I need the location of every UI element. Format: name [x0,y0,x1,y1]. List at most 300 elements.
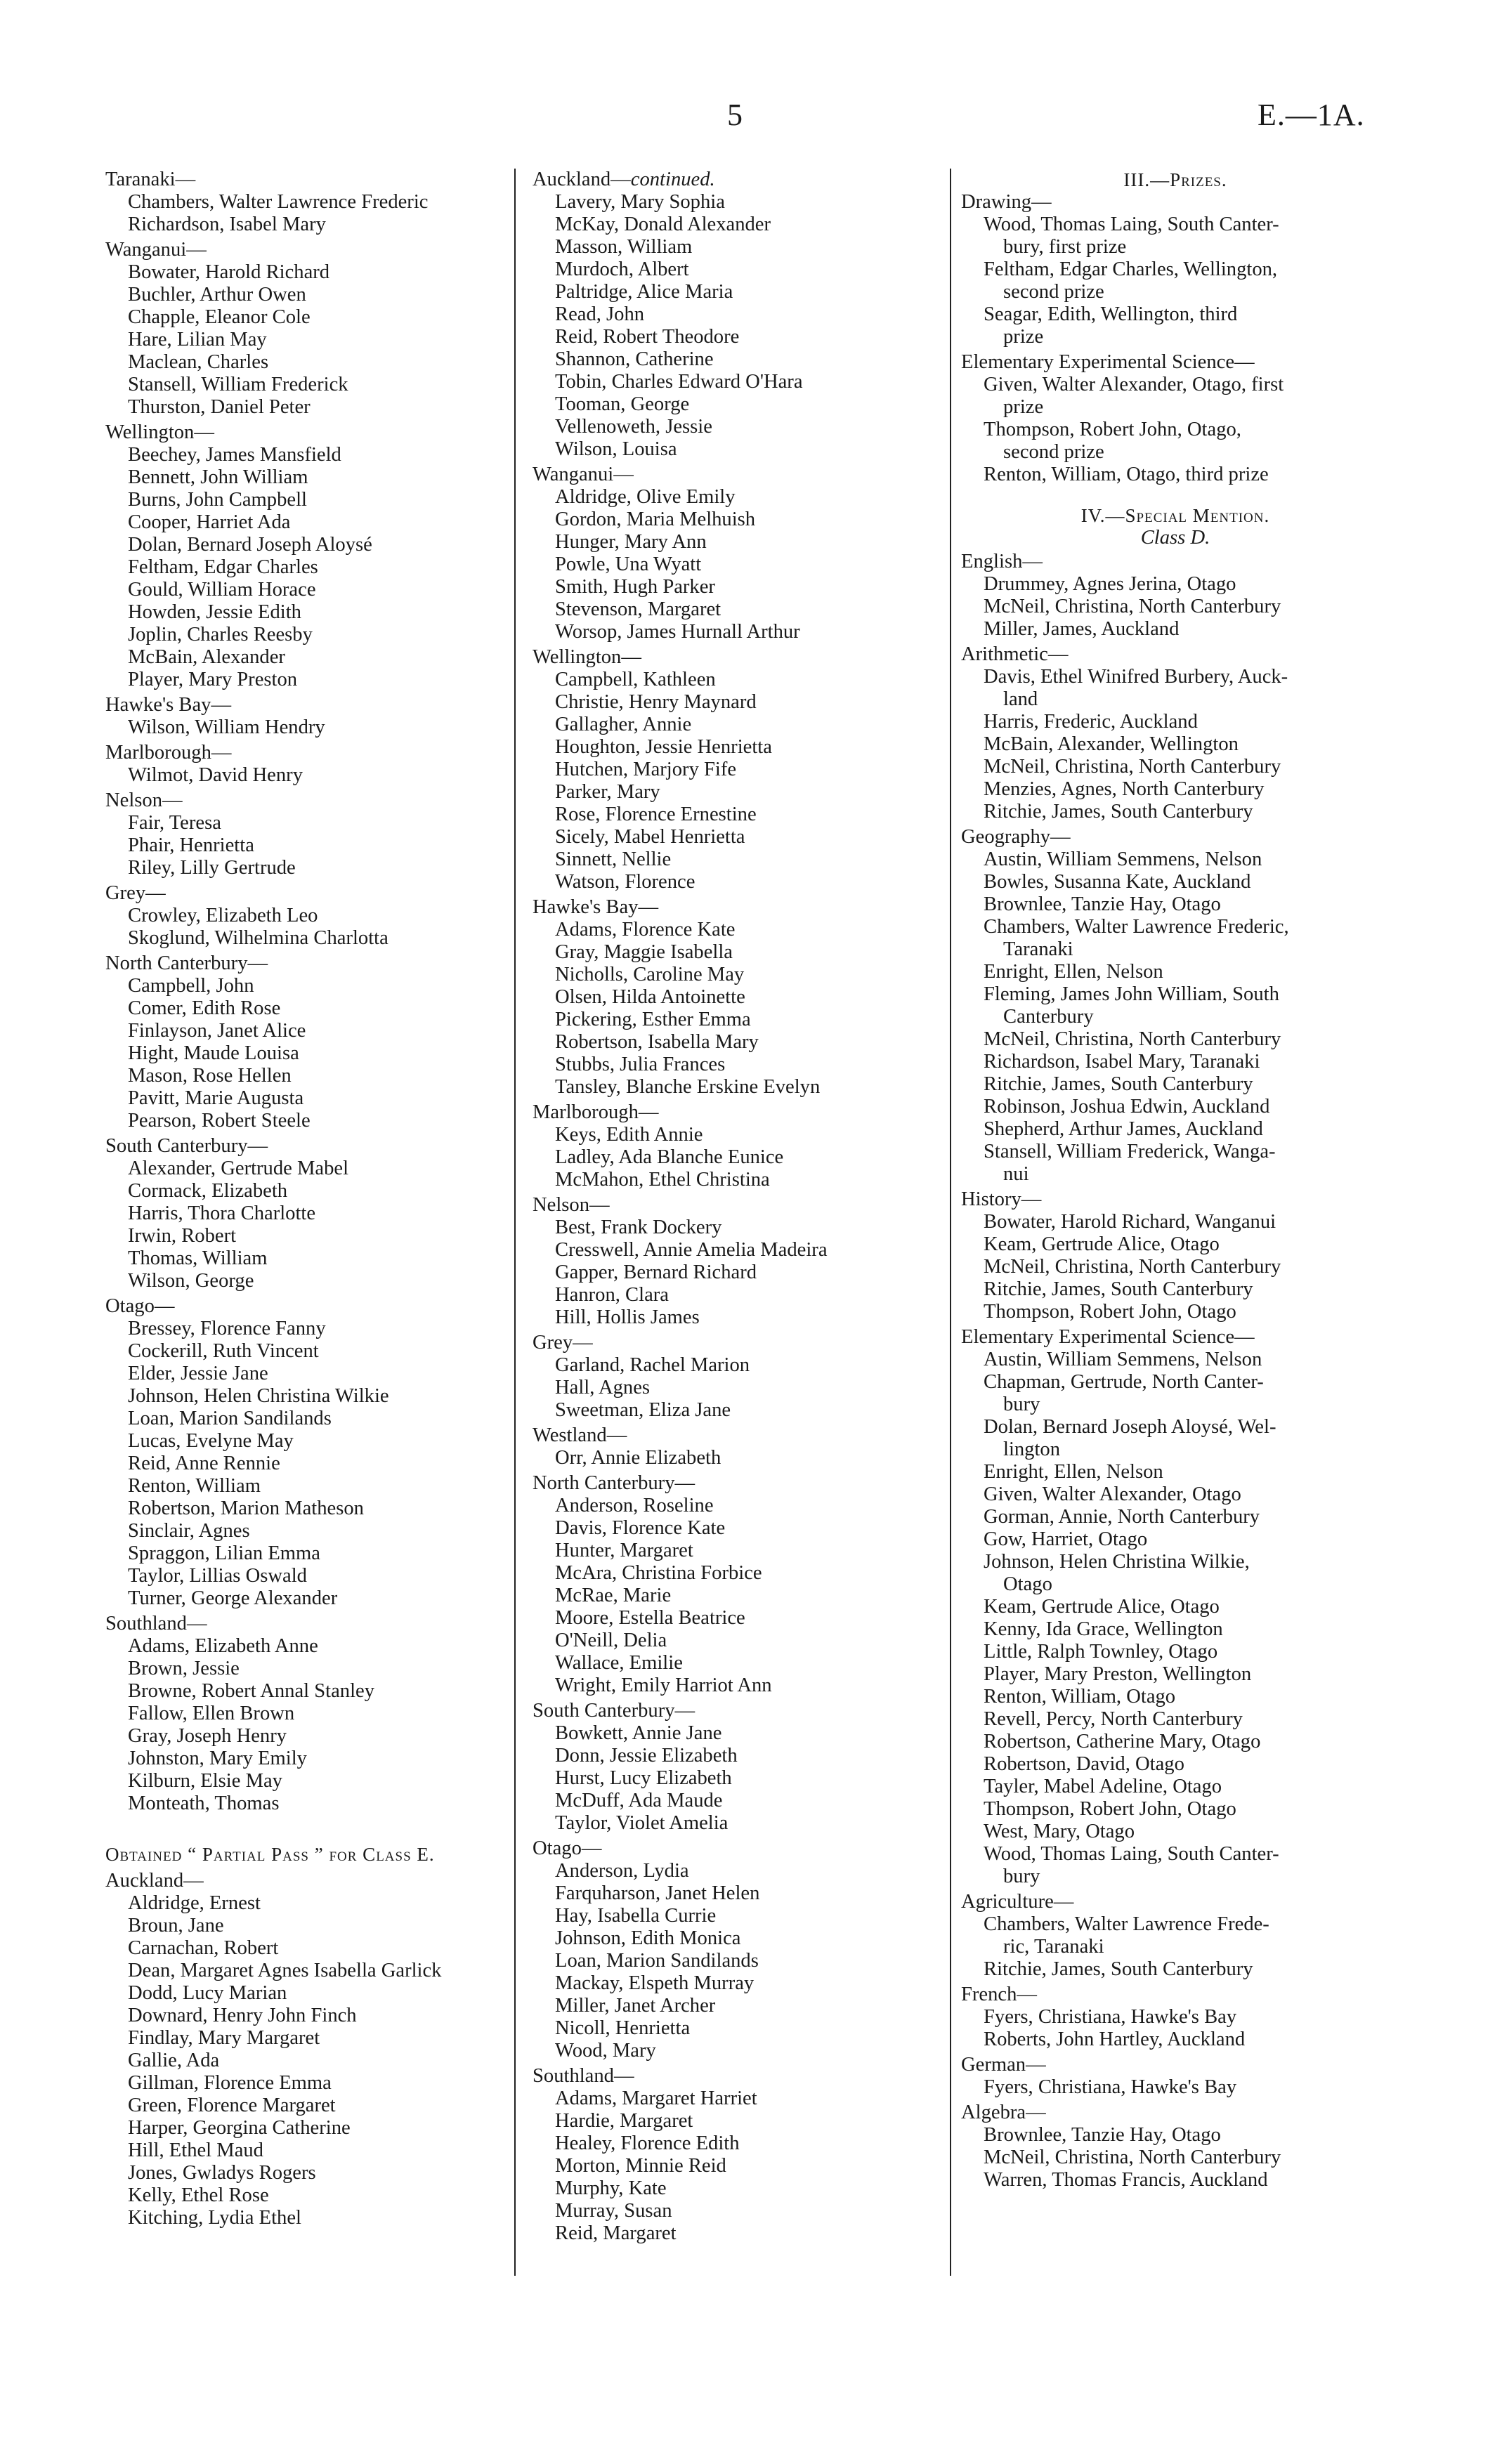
name-entry: Sinnett, Nellie [555,848,672,870]
name-entry: Garland, Rachel Marion [555,1354,750,1376]
name-entry: Murray, Susan [555,2200,672,2222]
name-entry: McNeil, Christina, North Canterbury [984,756,1281,778]
name-entry: Hill, Hollis James [555,1306,700,1328]
group-title: South Canterbury— [533,1700,696,1722]
name-entry: Stubbs, Julia Frances [555,1054,726,1075]
name-entry: Olsen, Hilda Antoinette [555,986,745,1008]
group-title: Drawing— [961,191,1052,213]
name-entry: Aldridge, Olive Emily [555,486,736,508]
name-entry: Sweetman, Eliza Jane [555,1399,731,1421]
name-entry: Dean, Margaret Agnes Isabella Garlick [128,1960,442,1981]
name-entry: Hare, Lilian May [128,329,267,350]
name-entry: Mason, Rose Hellen [128,1065,292,1087]
name-entry: Sicely, Mabel Henrietta [555,826,745,848]
name-entry: Anderson, Lydia [555,1860,689,1882]
district-group [961,2102,1390,2191]
name-entry: Donn, Jessie Elizabeth [555,1745,738,1767]
name-entry: Tooman, George [555,393,690,415]
district-group [533,896,947,1099]
name-entry: Gould, William Horace [128,579,316,601]
name-entry: Hunter, Margaret [555,1540,693,1561]
name-entry: Parker, Mary [555,781,660,803]
class-label: Class D. [1140,527,1210,549]
district-group [533,1837,947,2062]
name-entry: McNeil, Christina, North Canterbury [984,1256,1281,1278]
district-group [105,1870,520,2229]
name-entry: Aldridge, Ernest [128,1892,261,1914]
name-entry: Pearson, Robert Steele [128,1110,311,1132]
group-title: North Canterbury— [105,952,268,974]
district-group [533,1472,947,1697]
group-title: Hawke's Bay— [105,694,232,716]
name-entry: Richardson, Isabel Mary, Taranaki [984,1051,1260,1073]
name-entry: Taylor, Lillias Oswald [128,1565,307,1587]
district-list [533,191,947,2245]
name-entry: Jones, Gwladys Rogers [128,2162,316,2184]
district-group [105,239,520,419]
name-entry: Hay, Isabella Currie [555,1905,717,1927]
name-entry: Dolan, Bernard Joseph Aloysé, Wel- lington [984,1416,1276,1460]
district-group [961,1891,1390,1981]
name-entry: Beechey, James Mansfield [128,444,341,466]
name-entry: Davis, Florence Kate [555,1517,726,1539]
group-title: Auckland—continued. [533,169,715,190]
name-entry: Pickering, Esther Emma [555,1009,751,1030]
district-group [533,191,947,461]
district-group [533,1332,947,1422]
name-entry: Stevenson, Margaret [555,598,721,620]
district-list [105,169,520,1815]
name-entry: Hunger, Mary Ann [555,531,707,553]
name-entry: Phair, Henrietta [128,834,254,856]
name-entry: Adams, Margaret Harriet [555,2088,757,2109]
name-entry: Hardie, Margaret [555,2110,693,2132]
name-entry: Spraggon, Lilian Emma [128,1542,320,1564]
group-title: French— [961,1984,1037,2005]
name-entry: Johnston, Mary Emily [128,1748,307,1769]
group-title: Grey— [533,1332,593,1354]
district-group [961,826,1390,1186]
column-middle [533,169,947,2248]
name-entry: Smith, Hugh Parker [555,576,715,598]
name-entry: Hight, Maude Louisa [128,1042,299,1064]
district-group [961,1188,1390,1323]
district-group [105,169,520,236]
name-entry: Thompson, Robert John, Otago [984,1301,1236,1323]
name-entry: Shannon, Catherine [555,348,714,370]
name-entry: McRae, Marie [555,1585,672,1606]
name-entry: Loan, Marion Sandilands [128,1408,332,1429]
name-entry: Thurston, Daniel Peter [128,396,311,418]
name-entry: Harper, Georgina Catherine [128,2117,351,2139]
name-entry: Buchler, Arthur Owen [128,284,306,306]
prizes-list [961,191,1390,486]
name-entry: Reid, Anne Rennie [128,1453,280,1474]
name-entry: Brownlee, Tanzie Hay, Otago [984,2124,1221,2146]
name-entry: Dolan, Bernard Joseph Aloysé [128,534,372,556]
group-title: Marlborough— [533,1101,659,1123]
name-entry: Wood, Thomas Laing, South Canter- bury [984,1843,1279,1887]
name-entry: Gow, Harriet, Otago [984,1528,1148,1550]
name-entry: Kenny, Ida Grace, Wellington [984,1618,1223,1640]
name-entry: Morton, Minnie Reid [555,2155,726,2177]
name-entry: Read, John [555,303,645,325]
district-group [533,1194,947,1329]
name-entry: Lucas, Evelyne May [128,1430,294,1452]
group-title: History— [961,1188,1042,1210]
name-entry: Robertson, Marion Matheson [128,1498,364,1519]
name-entry: Stansell, William Frederick, Wanga- nui [984,1141,1276,1185]
name-entry: McDuff, Ada Maude [555,1790,723,1811]
group-title: Elementary Experimental Science— [961,1326,1255,1348]
name-entry: McBain, Alexander [128,646,285,668]
group-title: Wellington— [105,421,214,443]
name-entry: Farquharson, Janet Helen [555,1882,760,1904]
name-entry: McKay, Donald Alexander [555,214,771,235]
column-right [961,169,1390,2194]
group-title: Elementary Experimental Science— [961,351,1255,373]
name-entry: Chambers, Walter Lawrence Frede- ric, Taranaki [984,1913,1269,1958]
name-entry: Player, Mary Preston [128,669,298,690]
name-entry: Given, Walter Alexander, Otago, first prize [984,374,1284,418]
name-entry: Burns, John Campbell [128,489,307,511]
name-entry: Loan, Marion Sandilands [555,1950,759,1972]
district-group [105,1613,520,1815]
column-divider [950,169,951,2276]
name-entry: Stansell, William Frederick [128,374,348,395]
name-entry: Cockerill, Ruth Vincent [128,1340,319,1362]
name-entry: Lavery, Mary Sophia [555,191,725,213]
name-entry: Campbell, Kathleen [555,669,716,690]
name-entry: Elder, Jessie Jane [128,1363,268,1384]
name-entry: Wood, Thomas Laing, South Canter- bury, first prize [984,214,1279,258]
partial-pass-heading: Obtained “ Partial Pass ” for Class E. [105,1844,435,1865]
group-title: German— [961,2054,1046,2076]
name-entry: McNeil, Christina, North Canterbury [984,2147,1281,2168]
group-title: Taranaki— [105,169,196,190]
name-entry: Gallie, Ada [128,2050,220,2071]
name-entry: Wilson, George [128,1270,254,1292]
name-entry: Johnson, Helen Christina Wilkie [128,1385,389,1407]
district-group [105,1295,520,1610]
group-title: Geography— [961,826,1071,848]
name-entry: McAra, Christina Forbice [555,1562,762,1584]
name-entry: Drummey, Agnes Jerina, Otago [984,573,1236,595]
name-entry: Campbell, John [128,975,254,997]
name-entry: Fyers, Christiana, Hawke's Bay [984,2076,1237,2098]
name-entry: Ritchie, James, South Canterbury [984,1958,1253,1980]
name-entry: Robertson, Catherine Mary, Otago [984,1731,1261,1752]
name-entry: Riley, Lilly Gertrude [128,857,296,879]
district-group [533,2065,947,2245]
name-entry: McMahon, Ethel Christina [555,1169,770,1191]
special-mention-heading: IV.—Special Mention. [1080,505,1270,526]
name-entry: Moore, Estella Beatrice [555,1607,745,1629]
name-entry: Watson, Florence [555,871,696,893]
name-entry: Johnson, Helen Christina Wilkie, Otago [984,1551,1250,1595]
name-entry: McNeil, Christina, North Canterbury [984,596,1281,617]
name-entry: Robertson, David, Otago [984,1753,1184,1775]
name-entry: Joplin, Charles Reesby [128,624,313,646]
name-entry: Powle, Una Wyatt [555,553,702,575]
name-entry: Carnachan, Robert [128,1937,279,1959]
group-title: Grey— [105,882,166,904]
name-entry: Adams, Elizabeth Anne [128,1635,318,1657]
name-entry: Ladley, Ada Blanche Eunice [555,1146,784,1168]
name-entry: Miller, James, Auckland [984,618,1180,640]
column-left [105,169,520,2232]
name-entry: Nicoll, Henrietta [555,2017,691,2039]
name-entry: Hanron, Clara [555,1284,669,1306]
group-title: North Canterbury— [533,1472,696,1494]
name-entry: Ritchie, James, South Canterbury [984,1278,1253,1300]
name-entry: Wright, Emily Harriot Ann [555,1675,772,1696]
name-entry: Chapman, Gertrude, North Canter- bury [984,1371,1264,1415]
name-entry: Fleming, James John William, South Canterbury [984,983,1279,1028]
name-entry: Harris, Thora Charlotte [128,1202,316,1224]
name-entry: Enright, Ellen, Nelson [984,961,1163,983]
name-entry: Enright, Ellen, Nelson [984,1461,1163,1483]
name-entry: Renton, William, Otago [984,1686,1176,1708]
name-entry: Browne, Robert Annal Stanley [128,1680,375,1702]
name-entry: Crowley, Elizabeth Leo [128,905,318,926]
name-entry: Bowles, Susanna Kate, Auckland [984,871,1251,893]
name-entry: Orr, Annie Elizabeth [555,1447,721,1469]
group-title: Agriculture— [961,1891,1074,1913]
name-entry: Brown, Jessie [128,1658,240,1679]
group-title: Otago— [105,1295,175,1317]
name-entry: Gallagher, Annie [555,714,692,735]
name-entry: Gordon, Maria Melhuish [555,509,756,530]
name-entry: McNeil, Christina, North Canterbury [984,1028,1281,1050]
district-group [533,646,947,893]
name-entry: Adams, Florence Kate [555,919,736,941]
name-entry: Keam, Gertrude Alice, Otago [984,1233,1220,1255]
name-entry: Bowkett, Annie Jane [555,1722,722,1744]
name-entry: Alexander, Gertrude Mabel [128,1158,349,1179]
group-title: Marlborough— [105,742,232,764]
name-entry: Renton, William [128,1475,261,1497]
group-title: Nelson— [105,789,183,811]
name-entry: Irwin, Robert [128,1225,237,1247]
name-entry: Maclean, Charles [128,351,269,373]
name-entry: Murdoch, Albert [555,258,689,280]
name-entry: Renton, William, Otago, third prize [984,464,1269,485]
district-group [533,1101,947,1191]
name-entry: Austin, William Semmens, Nelson [984,848,1262,870]
name-entry: Monteath, Thomas [128,1793,280,1814]
district-group [105,1135,520,1292]
district-group [961,2054,1390,2099]
name-entry: Given, Walter Alexander, Otago [984,1483,1241,1505]
name-entry: Miller, Janet Archer [555,1995,716,2017]
group-title: Auckland— [105,1870,204,1892]
name-entry: Bressey, Florence Fanny [128,1318,326,1339]
name-entry: Thompson, Robert John, Otago [984,1798,1236,1820]
name-entry: Hill, Ethel Maud [128,2139,263,2161]
name-entry: Robertson, Isabella Mary [555,1031,759,1053]
name-entry: Bowater, Harold Richard, Wanganui [984,1211,1276,1233]
district-group [961,351,1390,486]
name-entry: Thompson, Robert John, Otago, second prize [984,419,1241,463]
district-group [533,1700,947,1835]
name-entry: Shepherd, Arthur James, Auckland [984,1118,1263,1140]
name-entry: Tobin, Charles Edward O'Hara [555,371,803,393]
name-entry: Thomas, William [128,1247,268,1269]
name-entry: Robinson, Joshua Edwin, Auckland [984,1096,1270,1118]
group-title: Algebra— [961,2102,1046,2123]
district-group [961,1984,1390,2051]
name-entry: Little, Ralph Townley, Otago [984,1641,1218,1663]
district-group [105,882,520,950]
name-entry: Kelly, Ethel Rose [128,2184,269,2206]
name-entry: O'Neill, Delia [555,1630,667,1651]
name-entry: Mackay, Elspeth Murray [555,1972,755,1994]
name-entry: Chambers, Walter Lawrence Frederic, Taranaki [984,916,1289,960]
name-entry: Hurst, Lucy Elizabeth [555,1767,732,1789]
group-title: Nelson— [533,1194,610,1216]
name-entry: Gray, Joseph Henry [128,1725,287,1747]
name-entry: Best, Frank Dockery [555,1217,722,1238]
name-entry: Reid, Robert Theodore [555,326,740,348]
name-entry: Richardson, Isabel Mary [128,214,326,235]
name-entry: Gray, Maggie Isabella [555,941,733,963]
name-entry: McBain, Alexander, Wellington [984,733,1239,755]
group-title: Wanganui— [533,464,634,485]
name-entry: Taylor, Violet Amelia [555,1812,729,1834]
name-entry: Finlayson, Janet Alice [128,1020,306,1042]
name-entry: Tayler, Mabel Adeline, Otago [984,1776,1222,1797]
name-entry: Kilburn, Elsie May [128,1770,282,1792]
name-entry: Player, Mary Preston, Wellington [984,1663,1252,1685]
name-entry: Gapper, Bernard Richard [555,1262,757,1283]
name-entry: Chambers, Walter Lawrence Frederic [128,191,429,213]
document-code: E.—1A. [1258,98,1365,132]
name-entry: Gorman, Annie, North Canterbury [984,1506,1260,1528]
name-entry: Ritchie, James, South Canterbury [984,801,1253,823]
name-entry: Cormack, Elizabeth [128,1180,288,1202]
name-entry: Cresswell, Annie Amelia Madeira [555,1239,828,1261]
name-entry: Christie, Henry Maynard [555,691,757,713]
name-entry: Green, Florence Margaret [128,2095,336,2116]
name-entry: Fallow, Ellen Brown [128,1703,295,1724]
prizes-heading: III.—Prizes. [1123,169,1227,190]
district-group [961,1326,1390,1888]
name-entry: Kitching, Lydia Ethel [128,2207,301,2229]
name-entry: Findlay, Mary Margaret [128,2027,320,2049]
name-entry: Wood, Mary [555,2040,656,2062]
group-title: Wellington— [533,646,641,668]
group-title: Southland— [533,2065,634,2087]
name-entry: Ritchie, James, South Canterbury [984,1073,1253,1095]
name-entry: Rose, Florence Ernestine [555,804,757,825]
name-entry: Fair, Teresa [128,812,221,834]
name-entry: Davis, Ethel Winifred Burbery, Auck- land [984,666,1288,710]
name-entry: Bennett, John William [128,466,308,488]
name-entry: Johnson, Edith Monica [555,1927,741,1949]
district-group [533,1424,947,1469]
name-entry: Downard, Henry John Finch [128,2005,357,2026]
name-entry: Howden, Jessie Edith [128,601,301,623]
special-mention-list [961,551,1390,2191]
district-group [961,643,1390,823]
name-entry: Keam, Gertrude Alice, Otago [984,1596,1220,1618]
name-entry: Murphy, Kate [555,2177,667,2199]
name-entry: Turner, George Alexander [128,1587,338,1609]
partial-pass-list [105,1870,520,2229]
group-title: Hawke's Bay— [533,896,659,918]
name-entry: Bowater, Harold Richard [128,261,330,283]
name-entry: Healey, Florence Edith [555,2132,740,2154]
name-entry: Wilmot, David Henry [128,764,303,786]
name-entry: Chapple, Eleanor Cole [128,306,311,328]
district-group [961,191,1390,348]
name-entry: Wilson, William Hendry [128,716,325,738]
district-group [105,694,520,739]
name-entry: Feltham, Edgar Charles [128,556,318,578]
group-title: South Canterbury— [105,1135,268,1157]
name-entry: Hall, Agnes [555,1377,651,1398]
name-entry: Fyers, Christiana, Hawke's Bay [984,2006,1237,2028]
district-group [533,464,947,643]
name-entry: Masson, William [555,236,693,258]
name-entry: Worsop, James Hurnall Arthur [555,621,800,643]
name-entry: Austin, William Semmens, Nelson [984,1349,1262,1370]
group-title: Westland— [533,1424,627,1446]
name-entry: Menzies, Agnes, North Canterbury [984,778,1265,800]
name-entry: Hutchen, Marjory Fife [555,759,737,780]
name-entry: Wilson, Louisa [555,438,677,460]
name-entry: Tansley, Blanche Erskine Evelyn [555,1076,821,1098]
name-entry: Roberts, John Hartley, Auckland [984,2029,1246,2050]
name-entry: Brownlee, Tanzie Hay, Otago [984,893,1221,915]
name-entry: Cooper, Harriet Ada [128,511,291,533]
name-entry: Harris, Frederic, Auckland [984,711,1198,733]
name-entry: Vellenoweth, Jessie [555,416,712,438]
name-entry: Dodd, Lucy Marian [128,1982,287,2004]
group-title: Arithmetic— [961,643,1069,665]
name-entry: Pavitt, Marie Augusta [128,1087,304,1109]
name-entry: Reid, Margaret [555,2222,677,2244]
page-number: 5 [727,98,743,132]
group-title: Southland— [105,1613,207,1634]
name-entry: Anderson, Roseline [555,1495,714,1516]
name-entry: Skoglund, Wilhelmina Charlotta [128,927,388,949]
district-group [961,551,1390,641]
district-group [105,952,520,1132]
name-entry: Feltham, Edgar Charles, Wellington, second prize [984,258,1278,303]
group-title: Wanganui— [105,239,207,261]
name-entry: Revell, Percy, North Canterbury [984,1708,1243,1730]
district-group [105,789,520,879]
name-entry: Comer, Edith Rose [128,997,281,1019]
name-entry: Broun, Jane [128,1915,224,1937]
name-entry: Houghton, Jessie Henrietta [555,736,772,758]
district-group [105,742,520,787]
name-entry: Warren, Thomas Francis, Auckland [984,2169,1268,2191]
name-entry: Wallace, Emilie [555,1652,683,1674]
name-entry: West, Mary, Otago [984,1821,1135,1842]
name-entry: Nicholls, Caroline May [555,964,745,985]
name-entry: Gillman, Florence Emma [128,2072,332,2094]
special-mention-section [961,504,1390,2191]
district-group [105,421,520,691]
group-title: English— [961,551,1043,572]
group-title: Otago— [533,1837,602,1859]
name-entry: Keys, Edith Annie [555,1124,703,1146]
name-entry: Seagar, Edith, Wellington, third prize [984,303,1238,348]
name-entry: Paltridge, Alice Maria [555,281,733,303]
